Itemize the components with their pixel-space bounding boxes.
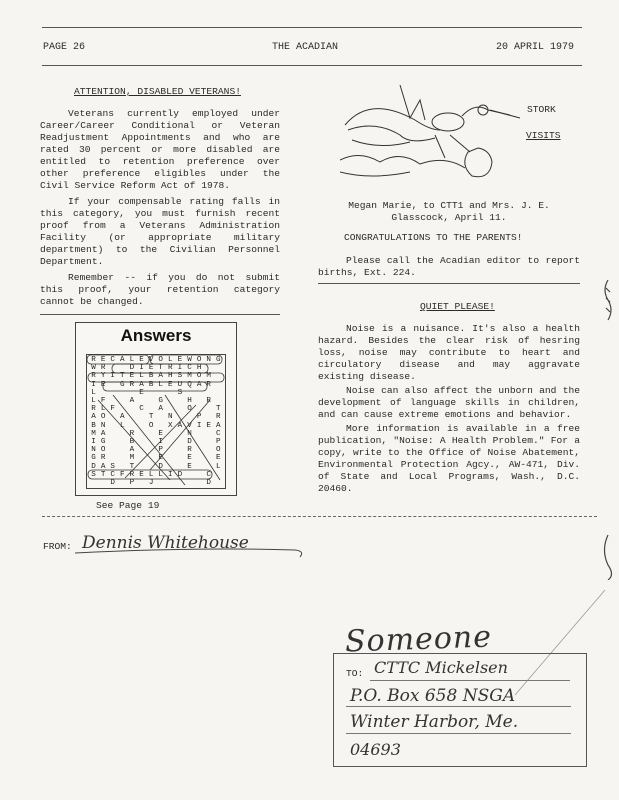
word-search-letter: S [91,470,96,479]
word-search-letter: G [100,438,106,446]
handwritten-name: Someone [344,619,493,660]
word-search-letter: E [177,356,183,364]
stork-subheading: VISITS [526,130,561,141]
word-search-letter: G [158,397,163,405]
word-search-letter: R [206,397,211,405]
word-search-letter: H [168,372,173,381]
word-search-letter: T [216,405,221,414]
word-search-letter: U [177,380,183,389]
word-search-letter: R [91,372,96,381]
word-search-letter: A [158,405,163,414]
word-search-letter: A [139,380,144,389]
word-search-letter: C [216,429,221,438]
address-line: 04693 [350,740,401,759]
word-search-letter: D [187,438,192,446]
word-search-letter: E [139,470,144,479]
word-search-letter: Q [187,380,192,389]
word-search-letter: A [100,429,106,438]
word-search-letter: A [177,421,183,430]
word-search-letter: C [110,470,115,479]
word-search-letter: X [168,421,173,430]
binder-marks [598,280,618,580]
stork-illustration [340,80,530,190]
page-number: PAGE 26 [43,42,86,53]
word-search-letter: H [196,364,202,373]
word-search-letter: E [187,462,192,471]
word-search-letter: L [139,372,144,381]
stork-rule [318,283,580,284]
veterans-title: ATTENTION, DISABLED VETERANS! [74,86,241,97]
word-search-letter: C [110,356,115,364]
word-search-letter: R [168,364,173,373]
veterans-paragraph: Veterans currently employed under Career/Career Conditional or Veteran Readjustment Appointments and who are rated 30 percent or more disabled are entitled to retention preference over other preference eligibles under the Civil Service Reform Act of 1978. [40,108,280,191]
word-search-letter: G [91,454,96,463]
word-search-letter: D [177,470,183,479]
word-search-letter: R [206,380,211,389]
word-search-letter: G [120,380,125,389]
address-box [333,653,587,767]
word-search-letter: L [168,356,173,364]
word-search-letter: I [91,380,96,389]
baby-bundle-icon [465,148,492,177]
word-search-letter: Y [100,372,106,381]
word-search-letter: T [148,413,154,422]
word-search-letter: E [148,364,154,373]
word-search-letter: E [100,356,106,364]
word-search-letter: H [187,397,192,405]
veterans-paragraph: If your compensable rating falls in this category, you must furnish recent proof from a Veterans Administration Facility (or appropriate military department) to the Civilian Personnel Department. [40,196,280,267]
word-search-letter: A [100,462,106,471]
word-search-letter: T [120,372,125,381]
word-search-letter: O [148,421,154,430]
word-search-letter: D [158,462,163,471]
address-line: P.O. Box 658 NSGA [350,686,516,706]
word-search-letter: W [91,364,96,373]
word-search-letter: O [196,356,202,364]
word-search-letter: F [120,470,125,479]
word-search-letter: M [129,454,135,463]
word-search-letter: A [216,421,221,430]
word-search-letter: D [129,364,135,373]
word-search-letter: I [177,364,183,373]
word-search-letter: R [129,380,135,389]
word-search-letter: I [168,470,173,479]
word-search-letter: I [158,438,163,446]
word-search-letter: J [148,479,154,487]
word-search-letter: R [129,470,135,479]
word-search-letter: I [110,372,115,381]
word-search-letter: C [187,364,192,373]
quiet-article [318,323,580,495]
quiet-paragraph: Noise can also affect the unborn and the development of language skills in children, and can cause extreme emotions and behavior. [318,385,580,420]
word-search-letter: I [196,421,202,430]
quiet-paragraph: Noise is a nuisance. It's also a health hazard. Besides the clear risk of hesring loss, noise may contribute to heart and circulatory disease and may aggravate existing disease. [318,323,580,382]
word-search-letter: N [91,446,96,455]
header-rule [42,65,582,66]
word-search-letter: F [100,397,106,405]
word-search-letter: C [139,405,144,414]
to-label: TO: [346,668,364,679]
word-search-letter: W [187,356,192,364]
word-search-letter: E [100,380,106,389]
address-underline [346,733,571,734]
address-underline [370,680,570,681]
word-search-letter: L [91,388,96,397]
word-search-letter: L [216,462,221,471]
word-search-letter: I [139,364,144,373]
word-search-letter: R [91,356,96,364]
word-search-letter: V [187,421,192,430]
word-search-letter: O [216,446,221,455]
word-search-letter: L [100,405,106,414]
word-search-letter: M [187,372,192,381]
word-search-letter: R [100,364,106,373]
address-line: Winter Harbor, Me. [350,712,519,732]
word-search-letter: P [216,438,221,446]
word-search-letter: E [139,388,144,397]
word-search-letter: L [129,356,135,364]
mailer-dash-rule [42,516,597,517]
word-search-letter: L [158,470,163,479]
word-search-letter: B [148,372,154,381]
word-search-letter: M [91,429,96,438]
answers-caption: See Page 19 [96,500,160,511]
birth-announcement: Megan Marie, to CTT1 and Mrs. J. E. Glasscock, April 11. [348,200,550,223]
word-search-letter: R [216,413,221,422]
word-search-letter: T [158,364,163,373]
word-search-letter: E [139,356,144,364]
word-search-letter: B [129,438,135,446]
word-search-letter: D [206,479,211,487]
word-search-letter: V [148,356,154,364]
word-search-letter: C [206,470,211,479]
from-label: FROM: [43,541,72,552]
word-search-letter: F [110,405,115,414]
word-search-letter: E [206,421,211,430]
address-underline [346,706,571,707]
word-search-letter: E [187,454,192,463]
word-search-letter: P [129,479,135,487]
publication-title: THE ACADIAN [272,42,339,53]
word-search-letter: E [168,380,173,389]
word-search-letter: N [187,429,192,438]
word-search-letter: O [196,372,202,381]
top-rule [42,27,582,28]
word-search-letter: P [196,413,202,422]
word-search-letter: S [110,462,115,471]
word-search-letter: E [158,454,163,463]
word-search-letter: N [100,421,106,430]
word-search-letter: O [100,413,106,422]
issue-date: 20 APRIL 1979 [496,42,575,53]
word-search-letter: L [120,421,125,430]
word-search-letter: O [100,446,106,455]
word-search-letter: A [129,397,135,405]
word-search-letter: I [91,438,96,446]
word-search-letter: E [216,454,221,463]
word-search-letter: M [206,372,211,381]
word-search-letter: S [177,372,183,381]
veterans-paragraph: Remember -- if you do not submit this proof, your retention category cannot be changed. [40,272,280,307]
word-search-letter: T [129,462,135,471]
word-search-letter: N [206,356,211,364]
word-search-letter: P [158,446,163,455]
quiet-title: QUIET PLEASE! [420,301,495,312]
stork-note-text: Please call the Acadian editor to report births, Ext. 224. [318,255,580,278]
veterans-rule [40,314,280,315]
word-search-letter: A [120,413,125,422]
word-search-letter: D [91,462,96,471]
word-search-letter: D [110,479,115,487]
word-search-letter: O [187,405,192,414]
word-search-letter: L [91,397,96,405]
signature-underline [75,545,315,565]
word-search-grid [86,354,226,489]
word-search-letter: R [91,405,96,414]
word-search-letter: S [177,388,183,397]
word-search-letter: G [216,356,221,364]
word-search-letter: A [91,413,96,422]
word-search-letter: L [158,380,163,389]
word-search-letter: R [100,454,106,463]
stork-heading: STORK [527,104,556,115]
word-search-letter: A [129,446,135,455]
word-search-letter: O [158,356,163,364]
quiet-paragraph: More information is available in a free publication, "Noise: A Health Problem." For a copy, write to the Office of Noise Abatement, Environmental Protection Agcy., AW-471, Div. of State and Local Programs, Wash., D.C. 20460. [318,423,580,494]
word-search-letter: R [187,446,192,455]
word-search-letter: A [158,372,163,381]
answers-title: Answers [120,326,192,345]
stork-note [318,255,580,279]
word-search-letter: B [91,421,96,430]
veterans-article [40,108,280,308]
word-search-letter: E [158,429,163,438]
word-search-letter: T [100,470,106,479]
congratulations: CONGRATULATIONS TO THE PARENTS! [344,232,523,243]
word-search-letter: A [196,380,202,389]
from-signature: Dennis Whitehouse [82,533,249,553]
word-search-letter: B [148,380,154,389]
word-search-letter: R [129,429,135,438]
word-search-letter: A [120,356,125,364]
word-search-letter: N [168,413,173,422]
word-search-letter: L [148,470,154,479]
word-search-letter: E [129,372,135,381]
address-line: CTTC Mickelsen [374,658,508,677]
